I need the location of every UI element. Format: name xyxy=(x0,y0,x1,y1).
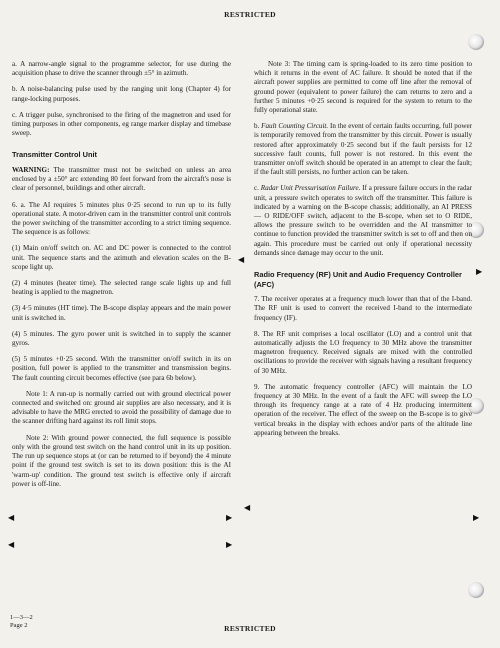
para-6b-label: b. xyxy=(254,122,260,131)
change-arrow-left-icon: ◀ xyxy=(244,503,251,512)
sequence-step-2: (2) 4 minutes (heater time). The selected range scale lights up and full heating is applied to the magnetron. xyxy=(12,279,231,297)
sequence-step-3: (3) 4·5 minutes (HT time). The B-scope display appears and the main power unit is switched in. xyxy=(12,304,231,322)
page-ref-line-1: 1—3—2 xyxy=(10,614,33,621)
para-8: 8. The RF unit comprises a local oscillator (LO) and a control unit that automatically adjusts the LO frequency to 30 MHz above the transmitter magnetron frequency. Received signals are mixed with the controlled oscillations to provide the receiver with signals having a resultant frequency of 30 MHz. xyxy=(254,329,472,375)
para-7: 7. The receiver operates at a frequency much lower than that of the I-band. The RF unit is used to convert the received I-band to the intermediate frequency (IF). xyxy=(254,295,472,322)
change-arrow-right-icon: ▶ xyxy=(473,513,480,522)
binder-hole-icon xyxy=(468,582,484,598)
change-arrow-left-icon: ◀ xyxy=(238,255,245,264)
para-6b xyxy=(254,122,472,177)
footer-classification: RESTRICTED xyxy=(224,624,276,633)
warning-text: The transmitter must not be switched on unless an area enclosed by a ±50° arc extending 80 feet forward from the aircraft's nose is clear of personnel, buildings and other aircraft. xyxy=(12,166,231,193)
change-arrow-left-icon: ◀ xyxy=(8,540,15,549)
para-b: b. A noise-balancing pulse used by the ranging unit long (Chapter 4) for range-locking purposes. xyxy=(12,85,231,103)
right-column xyxy=(254,60,472,445)
page-ref-line-2: Page 2 xyxy=(10,622,28,629)
change-arrow-right-icon: ▶ xyxy=(226,513,233,522)
pressurisation-failure-title: Radar Unit Pressurisation Failure. xyxy=(260,184,361,193)
change-arrow-left-icon: ◀ xyxy=(8,513,15,522)
header-classification: RESTRICTED xyxy=(224,10,276,19)
binder-hole-icon xyxy=(468,34,484,50)
warning-label: WARNING: xyxy=(12,166,50,175)
heading-rf-unit-afc: Radio Frequency (RF) Unit and Audio Frequency Controller (AFC) xyxy=(254,270,462,289)
heading-transmitter-control-unit: Transmitter Control Unit xyxy=(12,150,97,160)
note-1: Note 1: A run-up is normally carried out with ground electrical power connected and switched on: ground air supplies are also necessary, and it is advisable to have the MRG erected to avoid the possibility of damage due to the scanner drifting hard against its roll limit stops. xyxy=(12,389,231,426)
para-6a: 6. a. The AI requires 5 minutes plus 0·25 second to run up to its fully operational state. A motor-driven cam in the transmitter control unit controls the power switching of the transmitter according to a strict timing sequence. The sequence is as follows: xyxy=(12,200,231,237)
note-3: Note 3: The timing cam is spring-loaded to its zero time position to which it returns in the event of AC failure. It should be noted that if the aircraft power supplies are permitted to come off line after the removal of ground power (equivalent to power failure) the cam returns to zero and a further 5 minutes +0·25 second is required for the system to return to the fully operational state. xyxy=(254,60,472,115)
fault-counting-title: Fault Counting Circuit. xyxy=(261,122,329,131)
para-6c xyxy=(254,184,472,258)
para-a: a. A narrow-angle signal to the programme selector, for use during the acquisition phase to drive the scanner through ±5° in azimuth. xyxy=(12,60,231,78)
change-arrow-right-icon: ▶ xyxy=(476,267,483,276)
para-6b-text: In the event of certain faults occurring, full power is temporarily removed from the transmitter by this circuit. Power is usually restored after approximately 0·25 second but if the fault persists for 12 successive fault counts, full power is not restored. In this event the transmitter on/off switch should be operated in an attempt to clear the fault; if the fault still persists, no further action can be taken. xyxy=(254,122,473,177)
para-6c-label: c. xyxy=(254,184,259,193)
left-column xyxy=(12,60,231,496)
change-arrow-right-icon: ▶ xyxy=(226,540,233,549)
sequence-step-1: (1) Main on/off switch on. AC and DC power is connected to the control unit. The sequence starts and the azimuth and elevation scales on the B-scope light up. xyxy=(12,244,231,271)
note-2: Note 2: With ground power connected, the full sequence is possible only with the ground test switch on the hand control unit in its up position. The run up sequence stops at (or can be returned to if beyond) the 4 minute point if the ground test switch is set to its down position: this is the AI 'warm-up' condition. The ground test switch is effective only if aircraft power is off-line. xyxy=(12,433,231,488)
sequence-step-4: (4) 5 minutes. The gyro power unit is switched in to supply the scanner gyros. xyxy=(12,329,231,348)
para-9: 9. The automatic frequency controller (AFC) will maintain the LO frequency at 30 MHz. In the event of a fault the AFC will sweep the LO through its frequency range at a rate of 4 Hz producing intermittent operation of the receiver. The effect of the sweep on the B-scope is to give vertical breaks in the display with echoes and/or parts of the altitude line appearing between the breaks. xyxy=(254,382,472,437)
para-6c-text: If a pressure failure occurs in the radar unit, a pressure switch operates to switch off the transmitter. This failure is indicated by a warning on the B-scope chassis; additionally, an AI PRESS — O RIDE/OFF switch, adjacent to the B-scope, when set to O RIDE, allows the pressure switch to be overridden and the AI transmitter to continue to function provided the transmitter switch is set to off and then on again. This procedure must be carried out only if operational necessity demands since damage may occur to the unit. xyxy=(254,184,472,257)
warning xyxy=(12,166,231,194)
sequence-step-5: (5) 5 minutes +0·25 second. With the transmitter on/off switch in its on position, full power is applied to the transmitter and transmission begins. The fault counting circuit becomes effective (see para 6b below). xyxy=(12,355,231,382)
para-c: c. A trigger pulse, synchronised to the firing of the magnetron and used for timing purposes in other components, eg range marker display and timebase sweep. xyxy=(12,110,231,138)
